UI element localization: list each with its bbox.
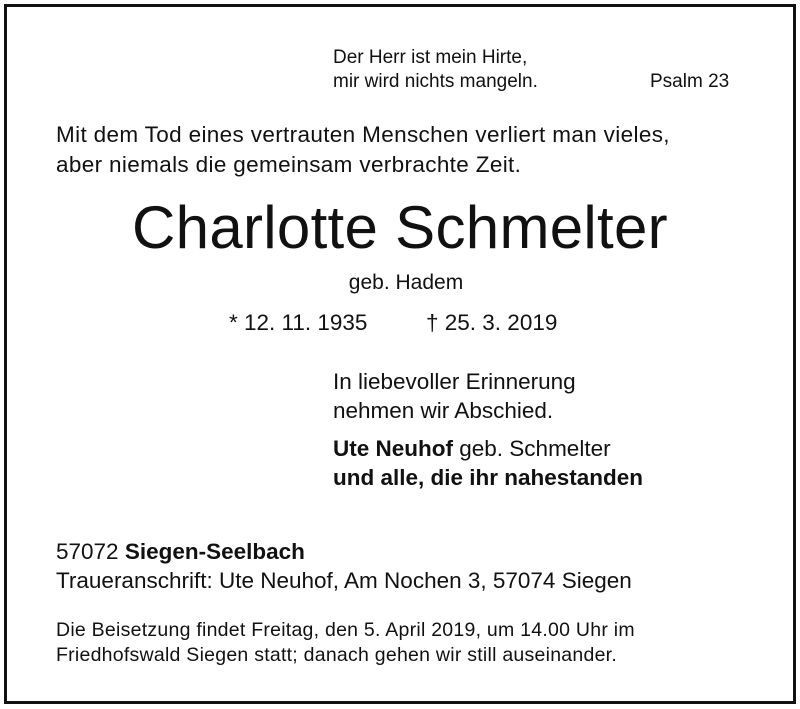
psalm-line-2: mir wird nichts mangeln. (333, 71, 538, 92)
death-date: † 25. 3. 2019 (426, 310, 558, 335)
birth-date: * 12. 11. 1935 (229, 310, 368, 335)
place-name: Siegen-Seelbach (124, 539, 305, 564)
motto-line-2: aber niemals die gemeinsam verbrachte Zeit. (56, 152, 522, 177)
psalm-reference: Psalm 23 (650, 71, 730, 92)
mourners-block (333, 434, 643, 492)
motto-text (56, 120, 670, 180)
mourner-primary (333, 434, 643, 463)
obituary-border (4, 4, 796, 704)
psalm-verse (333, 46, 538, 94)
funeral-line-1: Die Beisetzung findet Freitag, den 5. April 2019, um 14.00 Uhr im (56, 619, 635, 641)
farewell-text (333, 367, 576, 425)
motto-line-1: Mit dem Tod eines vertrauten Menschen verliert man vieles, (56, 122, 670, 147)
funeral-line-2: Friedhofswald Siegen statt; danach gehen wir still auseinander. (56, 644, 617, 666)
place-line (56, 537, 305, 566)
maiden-name: geb. Hadem (348, 271, 464, 294)
deceased-name: Charlotte Schmelter (132, 194, 668, 261)
psalm-line-1: Der Herr ist mein Hirte, (333, 47, 528, 68)
mourner-primary-name: Ute Neuhof (333, 436, 453, 461)
farewell-line-2: nehmen wir Abschied. (333, 398, 554, 423)
mourning-address: Traueranschrift: Ute Neuhof, Am Nochen 3, 57074 Siegen (56, 568, 632, 593)
postal-code: 57072 (56, 539, 125, 564)
farewell-line-1: In liebevoller Erinnerung (333, 369, 576, 394)
mourner-primary-suffix: geb. Schmelter (453, 436, 611, 461)
mourners-others: und alle, die ihr nahestanden (333, 465, 644, 490)
funeral-notice (56, 618, 635, 668)
